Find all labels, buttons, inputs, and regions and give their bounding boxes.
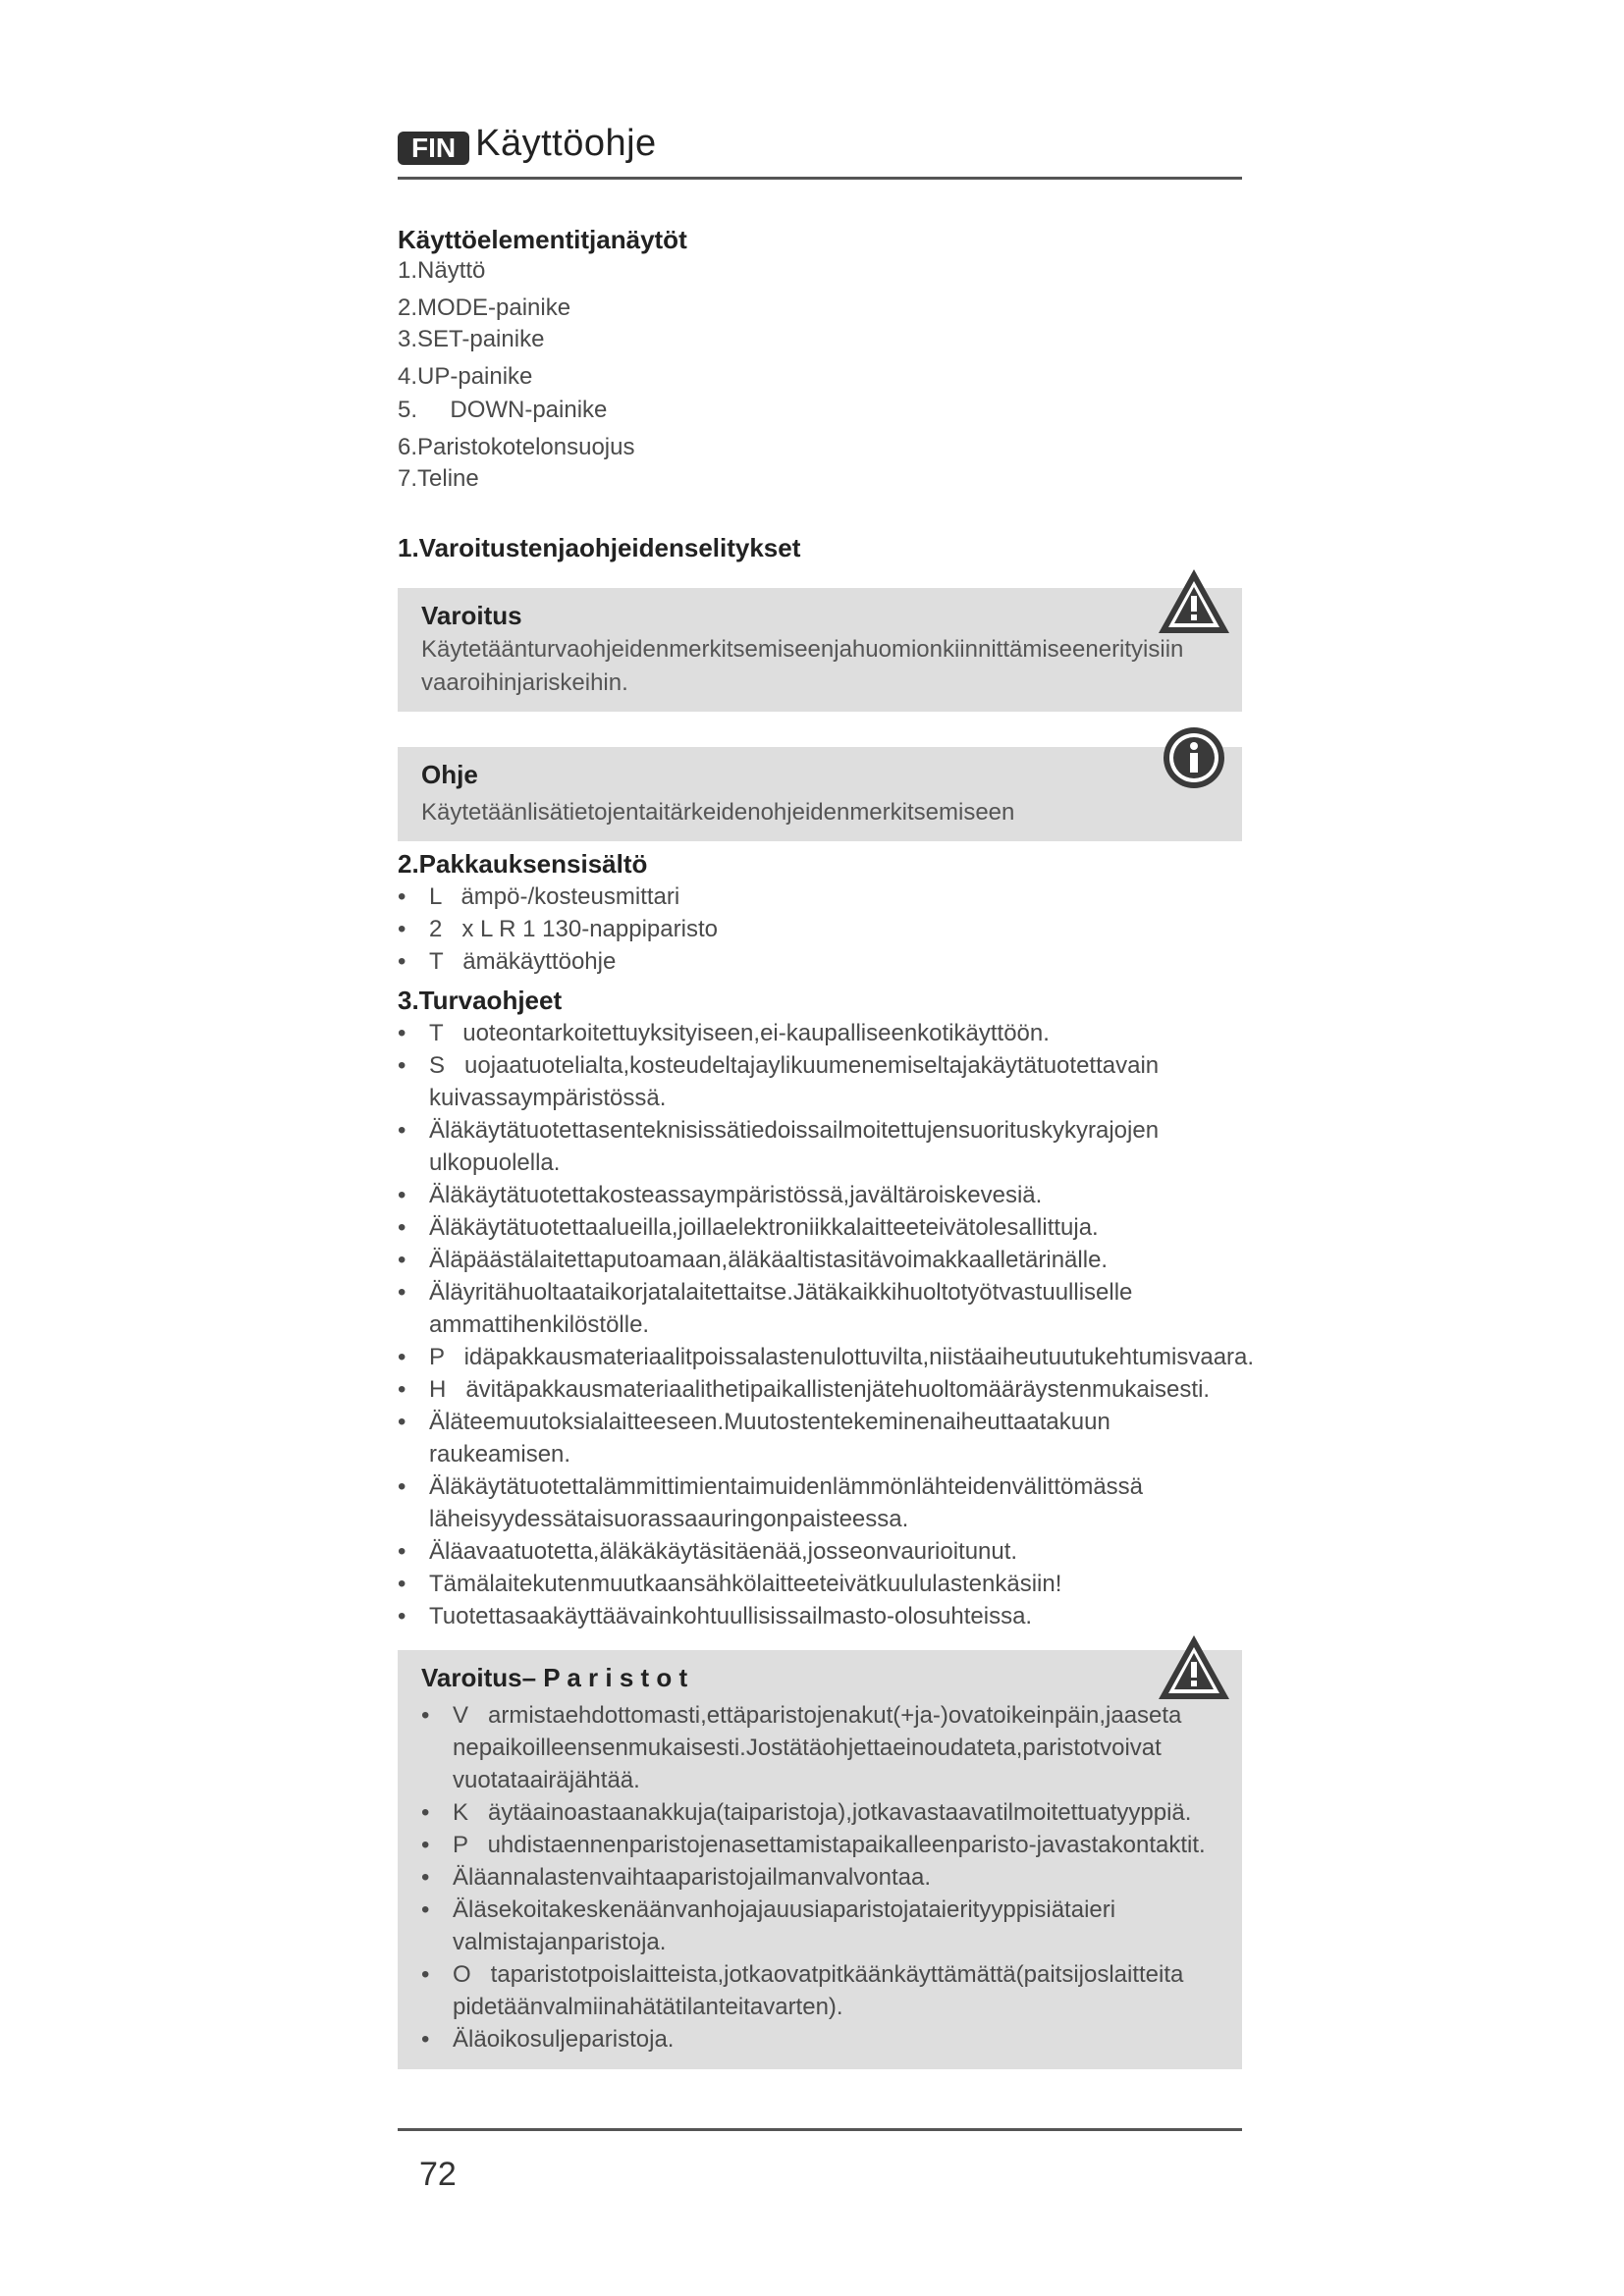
list-item: • Äläteemuutoksialaitteeseen.Muutostentekeminenaiheuttaatakuun xyxy=(398,1409,1110,1435)
note-box-text: Käytetäänlisätietojentaitärkeidenohjeidenmerkitsemiseen xyxy=(421,799,1015,826)
info-icon xyxy=(1162,725,1226,790)
list-item: • Äläoikosuljeparistoja. xyxy=(421,2026,675,2053)
controls-heading: Käyttöelementitjanäytöt xyxy=(398,225,687,254)
battery-box-title: Varoitus– P a r i s t o t xyxy=(421,1663,688,1692)
list-item: • H ävitäpakkausmateriaalithetipaikallistenjätehuoltomääräystenmukaisesti. xyxy=(398,1376,1211,1403)
header-divider xyxy=(398,177,1242,180)
note-box xyxy=(398,747,1242,841)
language-badge: FIN xyxy=(398,132,469,165)
page-header xyxy=(398,118,1242,165)
control-item: 6.Paristokotelonsuojus xyxy=(398,434,635,460)
battery-list xyxy=(421,1699,1218,2056)
warning-triangle-icon xyxy=(1156,1632,1232,1703)
list-item: • Äläkäytätuotettakosteassaympäristössä,javältäroiskevesiä. xyxy=(398,1182,1043,1208)
list-item: • P uhdistaennenparistojenasettamistapaikalleenparisto-javastakontaktit. xyxy=(421,1832,1206,1858)
control-item: 7.Teline xyxy=(398,465,479,492)
control-item: 4.UP-painike xyxy=(398,363,533,390)
list-item: • S uojaatuotelialta,kosteudeltajaylikuumenemiseltajakäytätuotettavain xyxy=(398,1052,1160,1079)
list-item-continuation: valmistajanparistoja. xyxy=(453,1929,667,1955)
list-item-continuation: pidetäänvalmiinahätätilanteitavarten). xyxy=(453,1994,843,2020)
list-item-continuation: vuotataairäjähtää. xyxy=(453,1767,640,1793)
list-item-continuation: nepaikoilleensenmukaisesti.Jostätäohjettaeinoudateta,paristotvoivat xyxy=(453,1735,1162,1761)
list-item: • Äläpäästälaitettaputoamaan,äläkäaltistasitävoimakkaalletärinälle. xyxy=(398,1247,1109,1273)
list-item: • Äläyritähuoltaataikorjatalaitettaitse.Jätäkaikkihuoltotyötvastuulliselle xyxy=(398,1279,1133,1306)
warning-box-text: Käytetäänturvaohjeidenmerkitsemiseenjahuomionkiinnittämiseenerityisiin xyxy=(421,636,1184,663)
list-item: • T ämäkäyttöohje xyxy=(398,948,617,975)
warning-box xyxy=(398,588,1242,712)
section1-heading: 1.Varoitustenjaohjeidenselitykset xyxy=(398,533,801,562)
list-item: • K äytäainoastaanakkuja(taiparistoja),jotkavastaavatilmoitettuatyyppiä. xyxy=(421,1799,1192,1826)
battery-warning-box xyxy=(398,1650,1242,2069)
section3-heading: 3.Turvaohjeet xyxy=(398,986,563,1015)
list-item: • Äläavaatuotetta,äläkäkäytäsitäenää,josseonvaurioitunut. xyxy=(398,1538,1018,1565)
list-item: • V armistaehdottomasti,ettäparistojenakut(+ja-)ovatoikeinpäin,jaaseta xyxy=(421,1702,1182,1729)
control-item: 1.Näyttö xyxy=(398,257,486,284)
document-title: Käyttöohje xyxy=(475,123,657,164)
list-item-continuation: kuivassaympäristössä. xyxy=(429,1085,667,1111)
safety-list xyxy=(398,1017,1255,1632)
list-item: • Tämälaitekutenmuutkaansähkölaitteeteivätkuululastenkäsiin! xyxy=(398,1571,1062,1597)
note-box-title: Ohje xyxy=(421,760,478,789)
list-item: • Äläkäytätuotettaalueilla,joillaelektroniikkalaitteeteivätolesallittuja. xyxy=(398,1214,1099,1241)
section2-heading: 2.Pakkauksensisältö xyxy=(398,849,648,879)
list-item-continuation: ammattihenkilöstölle. xyxy=(429,1311,650,1338)
warning-box-title: Varoitus xyxy=(421,601,522,630)
footer-divider xyxy=(398,2128,1242,2131)
list-item-continuation: raukeamisen. xyxy=(429,1441,571,1468)
list-item: • Tuotettasaakäyttäävainkohtuullisissailmasto-olosuhteissa. xyxy=(398,1603,1033,1629)
page-number: 72 xyxy=(419,2156,457,2193)
list-item-continuation: ulkopuolella. xyxy=(429,1149,561,1176)
list-item: • Äläsekoitakeskenäänvanhojajauusiaparistojataierityyppisiätaieri xyxy=(421,1896,1116,1923)
list-item: • 2 x L R 1 130-nappiparisto xyxy=(398,916,718,942)
controls-section xyxy=(398,223,1242,494)
list-item: • P idäpakkausmateriaalitpoissalastenulottuvilta,niistäaiheutuutukehtumisvaara. xyxy=(398,1344,1255,1370)
control-item: 5. DOWN-painike xyxy=(398,397,608,423)
list-item: • O taparistotpoislaitteista,jotkaovatpitkäänkäyttämättä(paitsijoslaitteita xyxy=(421,1961,1184,1988)
manual-page xyxy=(398,118,1255,2069)
control-item: 3.SET-painike xyxy=(398,326,545,352)
list-item: • Äläkäytätuotettasenteknisissätiedoissailmoitettujensuorituskykyrajojen xyxy=(398,1117,1160,1144)
control-item: 2.MODE-painike xyxy=(398,294,571,321)
warning-triangle-icon xyxy=(1156,566,1232,637)
list-item: • L ämpö-/kosteusmittari xyxy=(398,883,680,910)
list-item: • Äläkäytätuotettalämmittimientaimuidenlämmönlähteidenvälittömässä xyxy=(398,1473,1144,1500)
list-item-continuation: läheisyydessätaisuorassaauringonpaisteessa. xyxy=(429,1506,909,1532)
list-item: • Äläannalastenvaihtaaparistojailmanvalvontaa. xyxy=(421,1864,931,1891)
list-item: • T uoteontarkoitettuyksityiseen,ei-kaupalliseenkotikäyttöön. xyxy=(398,1020,1050,1046)
warning-box-text: vaaroihinjariskeihin. xyxy=(421,669,628,696)
